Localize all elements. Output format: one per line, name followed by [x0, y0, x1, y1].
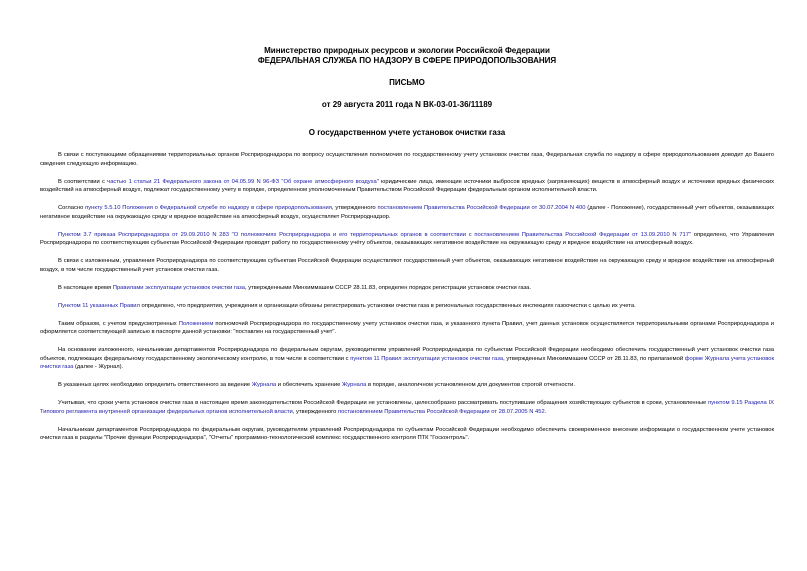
paragraph-text: , утвержденного	[331, 205, 378, 211]
document-link[interactable]: Пунктом 11 указанных Правил	[58, 302, 140, 309]
paragraph-text: в порядке, аналогичном установленном для документов строгой отчетности.	[366, 382, 576, 388]
paragraph	[40, 320, 774, 337]
document-link[interactable]: Положением	[178, 320, 214, 327]
paragraph-text: , утвержденных Минхиммашем СССР от 28.11.83, по прилагаемой	[503, 355, 685, 362]
paragraph-text: Таким образом, с учетом предусмотренных	[58, 320, 179, 327]
document-body	[40, 151, 774, 443]
paragraph-text: и обеспечить хранение	[276, 382, 342, 388]
document-link[interactable]: форме Журнала учета установок очистки газа	[40, 355, 774, 370]
paragraph-text: определено, что Управления Росприроднадзора по соответствующим субъектам Российской Федерации проводят работу по государственному учёту объектов, оказывающих негативное воздействие на окружающую среду и вредное воздействие на атмосферный воздух.	[40, 231, 774, 246]
paragraph-text: В настоящее время	[58, 284, 113, 291]
paragraph	[40, 231, 774, 248]
document-date-number: от 29 августа 2011 года N ВК-03-01-36/11189	[321, 100, 493, 109]
paragraph-text: определено, что предприятия, учреждения и организации обязаны регистрировать установки очистки газа в региональных государственных инспекциях газоочистки с целью их учета.	[139, 302, 636, 309]
document-subject: О государственном учете установок очистки газа	[308, 128, 506, 137]
document-link[interactable]: Журнала	[341, 382, 367, 388]
paragraph	[40, 381, 774, 390]
paragraph	[40, 426, 774, 443]
paragraph-text: , утвержденными Минхиммашем СССР 28.11.83, определен порядок регистрации установок очистки газа.	[244, 284, 531, 291]
paragraph	[40, 302, 774, 311]
service-name: ФЕДЕРАЛЬНАЯ СЛУЖБА ПО НАДЗОРУ В СФЕРЕ ПРИРОДОПОЛЬЗОВАНИЯ	[257, 56, 557, 65]
document-link[interactable]: пункту 5.5.10 Положения о Федеральной службе по надзору в сфере природопользования	[85, 205, 332, 211]
paragraph-text: В соответствии с	[58, 178, 108, 185]
paragraph	[40, 151, 774, 168]
paragraph	[40, 284, 774, 293]
paragraph-text: юридические лица, имеющие источники выбросов вредных (загрязняющих) веществ в атмосферный воздух и источники вредных физических воздействий на атмосферный воздух, подлежат государственному учету в порядке, определенном уполномоченным Правительством Российской Федерации федеральным органом исполнительной власти.	[40, 178, 775, 193]
paragraph	[40, 178, 774, 195]
document-link[interactable]: постановлением Правительства Российской Федерации от 30.07.2004 N 400	[377, 205, 586, 211]
document-link[interactable]: пунктом 9.15 Раздела IX Типового регламента внутренней организации федеральных органов исполнительной власти	[40, 400, 774, 415]
document-link[interactable]: Пунктом 3.7 приказа Росприроднадзора от 29.09.2010 N 283 "О полномочиях Росприроднадзора и его территориальных органов в соответствии с постановлением Правительства Российской Федерации от 13.09.2010 N 717"	[58, 231, 692, 238]
paragraph-text: В связи с изложенным, управления Росприроднадзора по соответствующим субъектам Российской Федерации осуществляют государственный учет объектов, оказывающих негативное воздействие на окружающую среду и вредное воздействие на атмосферный воздух, в том числе государственный учет установок очистки газа.	[40, 258, 774, 273]
paragraph-text: Начальникам департаментов Росприроднадзора по федеральным округам, руководителям управлений Росприроднадзора по субъектам Российской Федерации необходимо обеспечить своевременное внесение информации о государственном учете установок очистки газа в разделы "Прочие функции Росприроднадзора", "Отчеты" программно-технологический комплекс государственного контроля ПТК "Госконтроль".	[40, 426, 774, 441]
paragraph-text: Согласно	[58, 205, 86, 211]
paragraph	[40, 399, 774, 416]
paragraph-text: полномочий Росприроднадзора по государственному учету установок очистки газа, и указанного пункта Правил, учет данных установок осуществляется территориальными органами Росприроднадзора и оформляется соответствующей записью в паспорте данной установки: "поставлен на государственный учет".	[40, 320, 774, 335]
paragraph	[40, 257, 774, 274]
document-link[interactable]: Правилами эксплуатации установок очистки газа	[112, 284, 245, 291]
document-link[interactable]: постановлением Правительства Российской Федерации от 28.07.2005 N 452	[337, 408, 545, 415]
paragraph-text: Учитывая, что сроки учета установок очистки газа в настоящее время законодательством Российской Федерации не установлены, целесообразно рассматривать поступившие обращения хозяйствующих субъектов в сроки, установленные	[58, 400, 708, 406]
paragraph-text: (далее - Журнал).	[73, 364, 124, 370]
document-link[interactable]: пунктом 11 Правил эксплуатации установок очистки газа	[350, 355, 504, 362]
paragraph-text: (далее - Положение), государственный учет объектов, оказывающих негативное воздействие на окружающую среду и вредное воздействие на атмосферный воздух, осуществляет Росприроднадзор.	[40, 205, 774, 220]
document-link[interactable]: Журнала	[251, 382, 277, 388]
ministry-name: Министерство природных ресурсов и экологии Российской Федерации	[264, 46, 550, 55]
paragraph-text: В связи с поступающими обращениями территориальных органов Росприроднадзора по вопросу осуществления полномочия по государственному учету установок очистки газа, Федеральная служба по надзору в сфере природопользования доводит до Вашего сведения следующую информацию.	[40, 152, 774, 167]
paragraph	[40, 204, 774, 221]
paragraph-text: .	[544, 408, 547, 415]
paragraph-text: В указанных целях необходимо определить ответственного за ведение	[58, 382, 252, 388]
paragraph	[40, 346, 774, 372]
document-type: ПИСЬМО	[389, 78, 425, 87]
paragraph-text: На основании изложенного, начальникам департаментов Росприроднадзора по федеральным округам, руководителям управлений Росприроднадзора по субъектам Российской Федерации необходимо обеспечить государственный учет установок очистки газа объектов, подлежащих федеральному государственному экологическому контролю, в том числе в соответствии с	[40, 347, 774, 362]
paragraph-text: , утвержденного	[292, 408, 338, 415]
document-link[interactable]: частью 1 статьи 21 Федерального закона от 04.05.99 N 96-ФЗ "Об охране атмосферного воздуха"	[107, 178, 379, 185]
